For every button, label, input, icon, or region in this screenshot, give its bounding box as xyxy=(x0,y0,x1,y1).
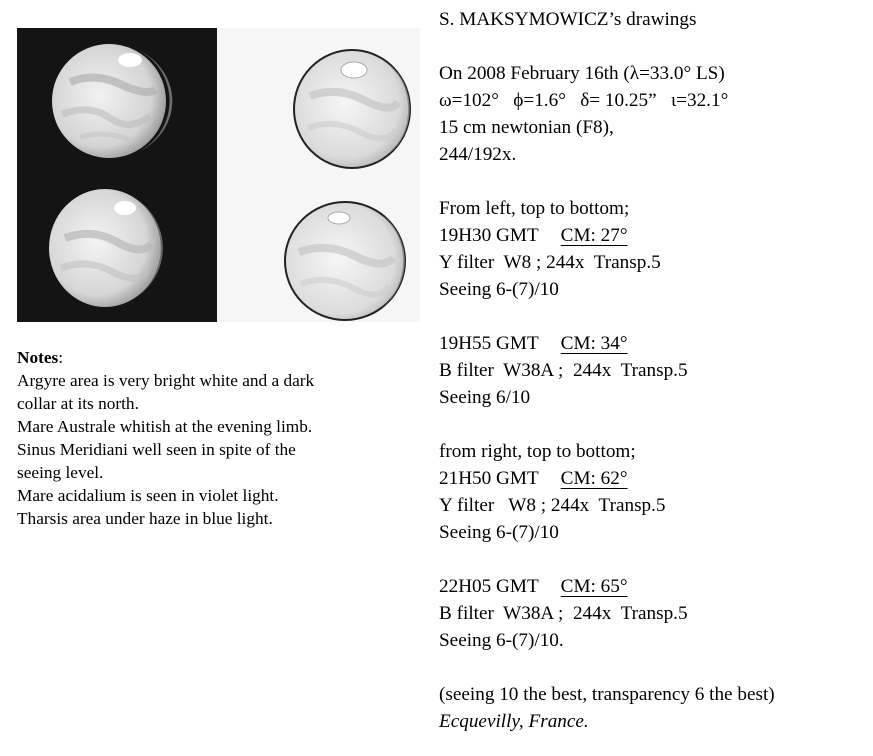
session-time-line xyxy=(439,465,869,492)
session-time-line xyxy=(439,573,869,600)
session-seeing: Seeing 6/10 xyxy=(439,387,531,408)
session-time: 19H55 GMT xyxy=(439,333,539,354)
mars-drawing-1955 xyxy=(47,188,163,308)
observation-text xyxy=(439,6,869,735)
notes-heading: Notes xyxy=(17,348,59,367)
session-filter: B filter W38A ; 244x Transp.5 xyxy=(439,603,688,624)
central-meridian: CM: 65° xyxy=(560,576,628,597)
page-title: S. MAKSYMOWICZ’s drawings xyxy=(439,9,697,30)
session-filter: Y filter W8 ; 244x Transp.5 xyxy=(439,252,661,273)
session-seeing: Seeing 6-(7)/10 xyxy=(439,522,559,543)
section-intro-left: From left, top to bottom; xyxy=(439,198,630,219)
session-time-line xyxy=(439,330,869,357)
notes-heading-line xyxy=(17,346,397,369)
observation-params: ω=102° ϕ=1.6° δ= 10.25” ι=32.1° xyxy=(439,90,729,111)
session-seeing: Seeing 6-(7)/10. xyxy=(439,630,564,651)
note-line: seeing level. xyxy=(17,463,104,482)
mars-drawing-2205 xyxy=(283,200,407,322)
magnification: 244/192x. xyxy=(439,144,517,165)
session-seeing: Seeing 6-(7)/10 xyxy=(439,279,559,300)
note-line: Sinus Meridiani well seen in spite of the xyxy=(17,440,296,459)
central-meridian: CM: 34° xyxy=(560,333,628,354)
note-line: Mare acidalium is seen in violet light. xyxy=(17,486,279,505)
instrument: 15 cm newtonian (F8), xyxy=(439,117,614,138)
note-line: Argyre area is very bright white and a dark xyxy=(17,371,315,390)
session-time: 22H05 GMT xyxy=(439,576,539,597)
note-line: Tharsis area under haze in blue light. xyxy=(17,509,273,528)
note-line: collar at its north. xyxy=(17,394,139,413)
mars-drawings xyxy=(17,28,420,322)
notes-heading-colon: : xyxy=(58,348,64,367)
central-meridian: CM: 27° xyxy=(560,225,628,246)
mars-drawing-1930 xyxy=(50,42,168,160)
central-meridian: CM: 62° xyxy=(560,468,628,489)
location: Ecquevilly, France. xyxy=(439,711,589,732)
session-time: 19H30 GMT xyxy=(439,225,539,246)
notes-block xyxy=(17,346,397,530)
scale-note: (seeing 10 the best, transparency 6 the best) xyxy=(439,684,775,705)
observation-date: On 2008 February 16th (λ=33.0° LS) xyxy=(439,63,725,84)
session-filter: Y filter W8 ; 244x Transp.5 xyxy=(439,495,666,516)
session-time-line xyxy=(439,222,869,249)
section-intro-right: from right, top to bottom; xyxy=(439,441,636,462)
note-line: Mare Australe whitish at the evening limb. xyxy=(17,417,313,436)
session-filter: B filter W38A ; 244x Transp.5 xyxy=(439,360,688,381)
mars-drawing-2150 xyxy=(292,48,412,170)
session-time: 21H50 GMT xyxy=(439,468,539,489)
